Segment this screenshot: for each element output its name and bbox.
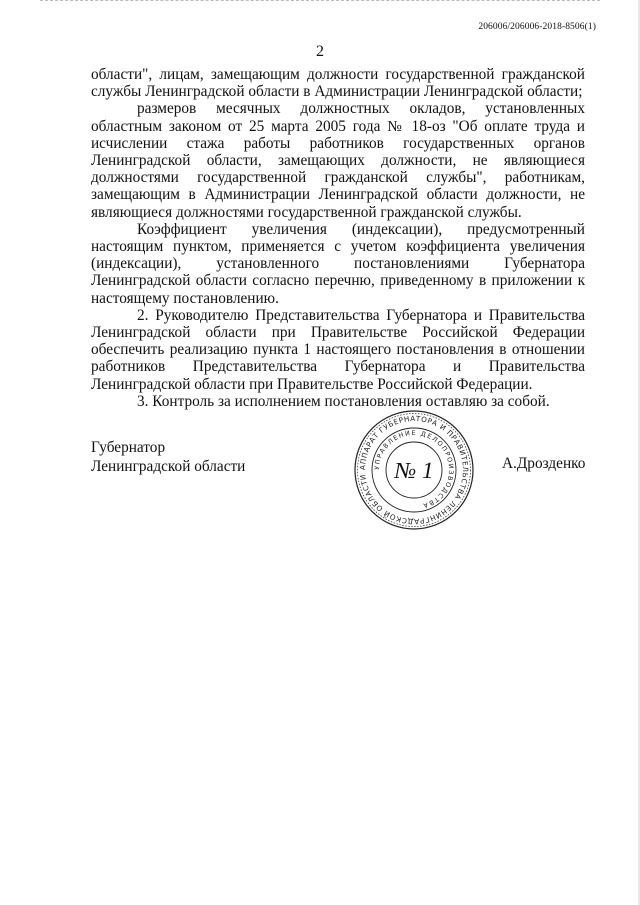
paragraph: Коэффициент увеличения (индексации), предусмотренный настоящим пунктом, применяется с учетом коэффициента увеличения (индексации), установленного постановлениями Губернатора Ленинградской области согласно перечню, приведенному в приложении к настоящему постановлению. <box>91 220 585 307</box>
signatory-title-line: Ленинградской области <box>91 458 246 475</box>
document-body <box>91 66 585 410</box>
signatory-name: А.Дрозденко <box>502 455 586 472</box>
seal-outer-text: АППАРАТ ГУБЕРНАТОРА И ПРАВИТЕЛЬСТВА ЛЕНИНГРАДСКОЙ ОБЛАСТИ <box>357 413 471 527</box>
paragraph: размеров месячных должностных окладов, установленных областным законом от 25 марта 2005 года № 18-оз "Об оплате труда и исчислении стажа работы работников государственных органов Ленинградской области, замещающих должности, не являющиеся должностями государственной гражданской службы", работникам, замещающим в Администрации Ленинградской области должности, не являющиеся должностями государственной гражданской службы. <box>91 100 585 221</box>
paragraph: области", лицам, замещающим должности государственной гражданской службы Ленинградской области в Администрации Ленинградской области; <box>91 66 585 101</box>
document-number: 206006/206006-2018-8506(1) <box>478 22 596 32</box>
paragraph: 2. Руководителю Представительства Губернатора и Правительства Ленинградской области при Правительстве Российской Федерации обеспечить реализацию пункта 1 настоящего постановления в отношении работников Представительства Губернатора и Правительства Ленинградской области при Правительстве Российской Федерации. <box>91 306 585 393</box>
seal-number: № 1 <box>394 458 434 483</box>
scan-top-edge <box>40 0 600 3</box>
official-seal <box>352 408 476 532</box>
signatory-title <box>91 438 245 476</box>
page-number: 2 <box>316 43 324 60</box>
seal-inner-text: УПРАВЛЕНИЕ ДЕЛОПРОИЗВОДСТВА <box>372 428 456 510</box>
signatory-title-line: Губернатор <box>91 439 166 456</box>
paragraph: 3. Контроль за исполнением постановления оставляю за собой. <box>137 392 550 410</box>
